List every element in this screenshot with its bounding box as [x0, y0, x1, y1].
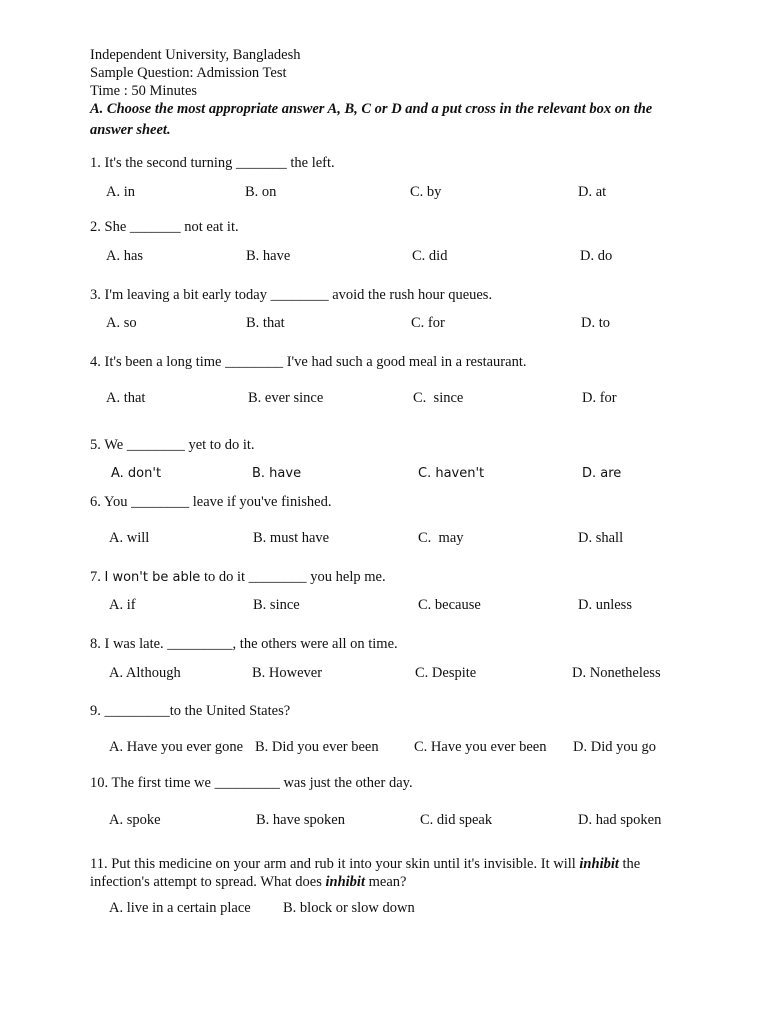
q7-option-c: C. because — [418, 597, 481, 613]
question-7-number: 7. — [90, 569, 101, 585]
question-7-sans-text: I won't be able — [104, 570, 201, 585]
q2-option-c: C. did — [412, 248, 448, 264]
q1-option-c: C. by — [410, 184, 442, 200]
q8-option-a: A. Although — [109, 665, 181, 681]
q5-option-a: A. don't — [111, 466, 162, 481]
q5-option-b: B. have — [252, 466, 302, 481]
q4-option-d: D. for — [582, 390, 617, 406]
q8-option-c: C. Despite — [415, 665, 477, 681]
q3-option-d: D. to — [581, 315, 610, 331]
q10-option-c: C. did speak — [420, 812, 493, 828]
question-7-rest: to do it ________ you help me. — [200, 569, 386, 585]
q4-option-a: A. that — [106, 390, 146, 406]
instruction-line-2: answer sheet. — [90, 122, 171, 138]
question-11-part-b: the infection's attempt to spread. What does — [90, 856, 641, 890]
question-11 — [90, 855, 675, 891]
q7-option-a: A. if — [109, 597, 136, 613]
instruction-line-1: A. Choose the most appropriate answer A, B, C or D and a put cross in the relevant box on the — [90, 101, 653, 117]
q7-option-b: B. since — [253, 597, 300, 613]
q1-option-d: D. at — [578, 184, 607, 200]
q2-option-b: B. have — [246, 248, 291, 264]
q8-option-d: D. Nonetheless — [572, 665, 661, 681]
q9-option-a: A. Have you ever gone — [109, 739, 244, 755]
q4-option-b: B. ever since — [248, 390, 324, 406]
q11-option-a: A. live in a certain place — [109, 900, 251, 916]
question-1: 1. It's the second turning _______ the left. — [90, 155, 335, 171]
q6-option-a: A. will — [109, 530, 150, 546]
question-8: 8. I was late. _________, the others were all on time. — [90, 636, 398, 652]
q2-option-a: A. has — [106, 248, 144, 264]
question-11-part-c: mean? — [365, 874, 407, 890]
q9-option-c: C. Have you ever been — [414, 739, 547, 755]
q3-option-a: A. so — [106, 315, 137, 331]
q6-option-d: D. shall — [578, 530, 624, 546]
question-11-keyword-2: inhibit — [325, 874, 365, 890]
q9-option-d: D. Did you go — [573, 739, 656, 755]
q3-option-b: B. that — [246, 315, 285, 331]
question-10: 10. The first time we _________ was just the other day. — [90, 775, 413, 791]
q5-option-d: D. are — [582, 466, 622, 481]
question-2: 2. She _______ not eat it. — [90, 219, 239, 235]
q10-option-a: A. spoke — [109, 812, 161, 828]
q10-option-d: D. had spoken — [578, 812, 662, 828]
q1-option-b: B. on — [245, 184, 277, 200]
q10-option-b: B. have spoken — [256, 812, 345, 828]
q5-option-c: C. haven't — [418, 466, 485, 481]
question-9: 9. _________to the United States? — [90, 703, 291, 719]
q11-option-b: B. block or slow down — [283, 900, 415, 916]
exam-time: Time : 50 Minutes — [90, 83, 198, 99]
q8-option-b: B. However — [252, 665, 323, 681]
question-4: 4. It's been a long time ________ I've had such a good meal in a restaurant. — [90, 354, 527, 370]
q6-option-c: C. may — [418, 530, 464, 546]
question-7 — [90, 569, 386, 586]
university-name: Independent University, Bangladesh — [90, 47, 301, 63]
question-5: 5. We ________ yet to do it. — [90, 437, 255, 453]
question-11-keyword: inhibit — [579, 856, 619, 872]
question-11-part-a: 11. Put this medicine on your arm and rub it into your skin until it's invisible. It will — [90, 856, 580, 872]
exam-subtitle: Sample Question: Admission Test — [90, 65, 287, 81]
q3-option-c: C. for — [411, 315, 445, 331]
question-6: 6. You ________ leave if you've finished. — [90, 494, 332, 510]
q4-option-c: C. since — [413, 390, 464, 406]
q1-option-a: A. in — [106, 184, 135, 200]
q6-option-b: B. must have — [253, 530, 330, 546]
q9-option-b: B. Did you ever been — [255, 739, 379, 755]
q7-option-d: D. unless — [578, 597, 632, 613]
question-3: 3. I'm leaving a bit early today ________ avoid the rush hour queues. — [90, 287, 493, 303]
q2-option-d: D. do — [580, 248, 613, 264]
